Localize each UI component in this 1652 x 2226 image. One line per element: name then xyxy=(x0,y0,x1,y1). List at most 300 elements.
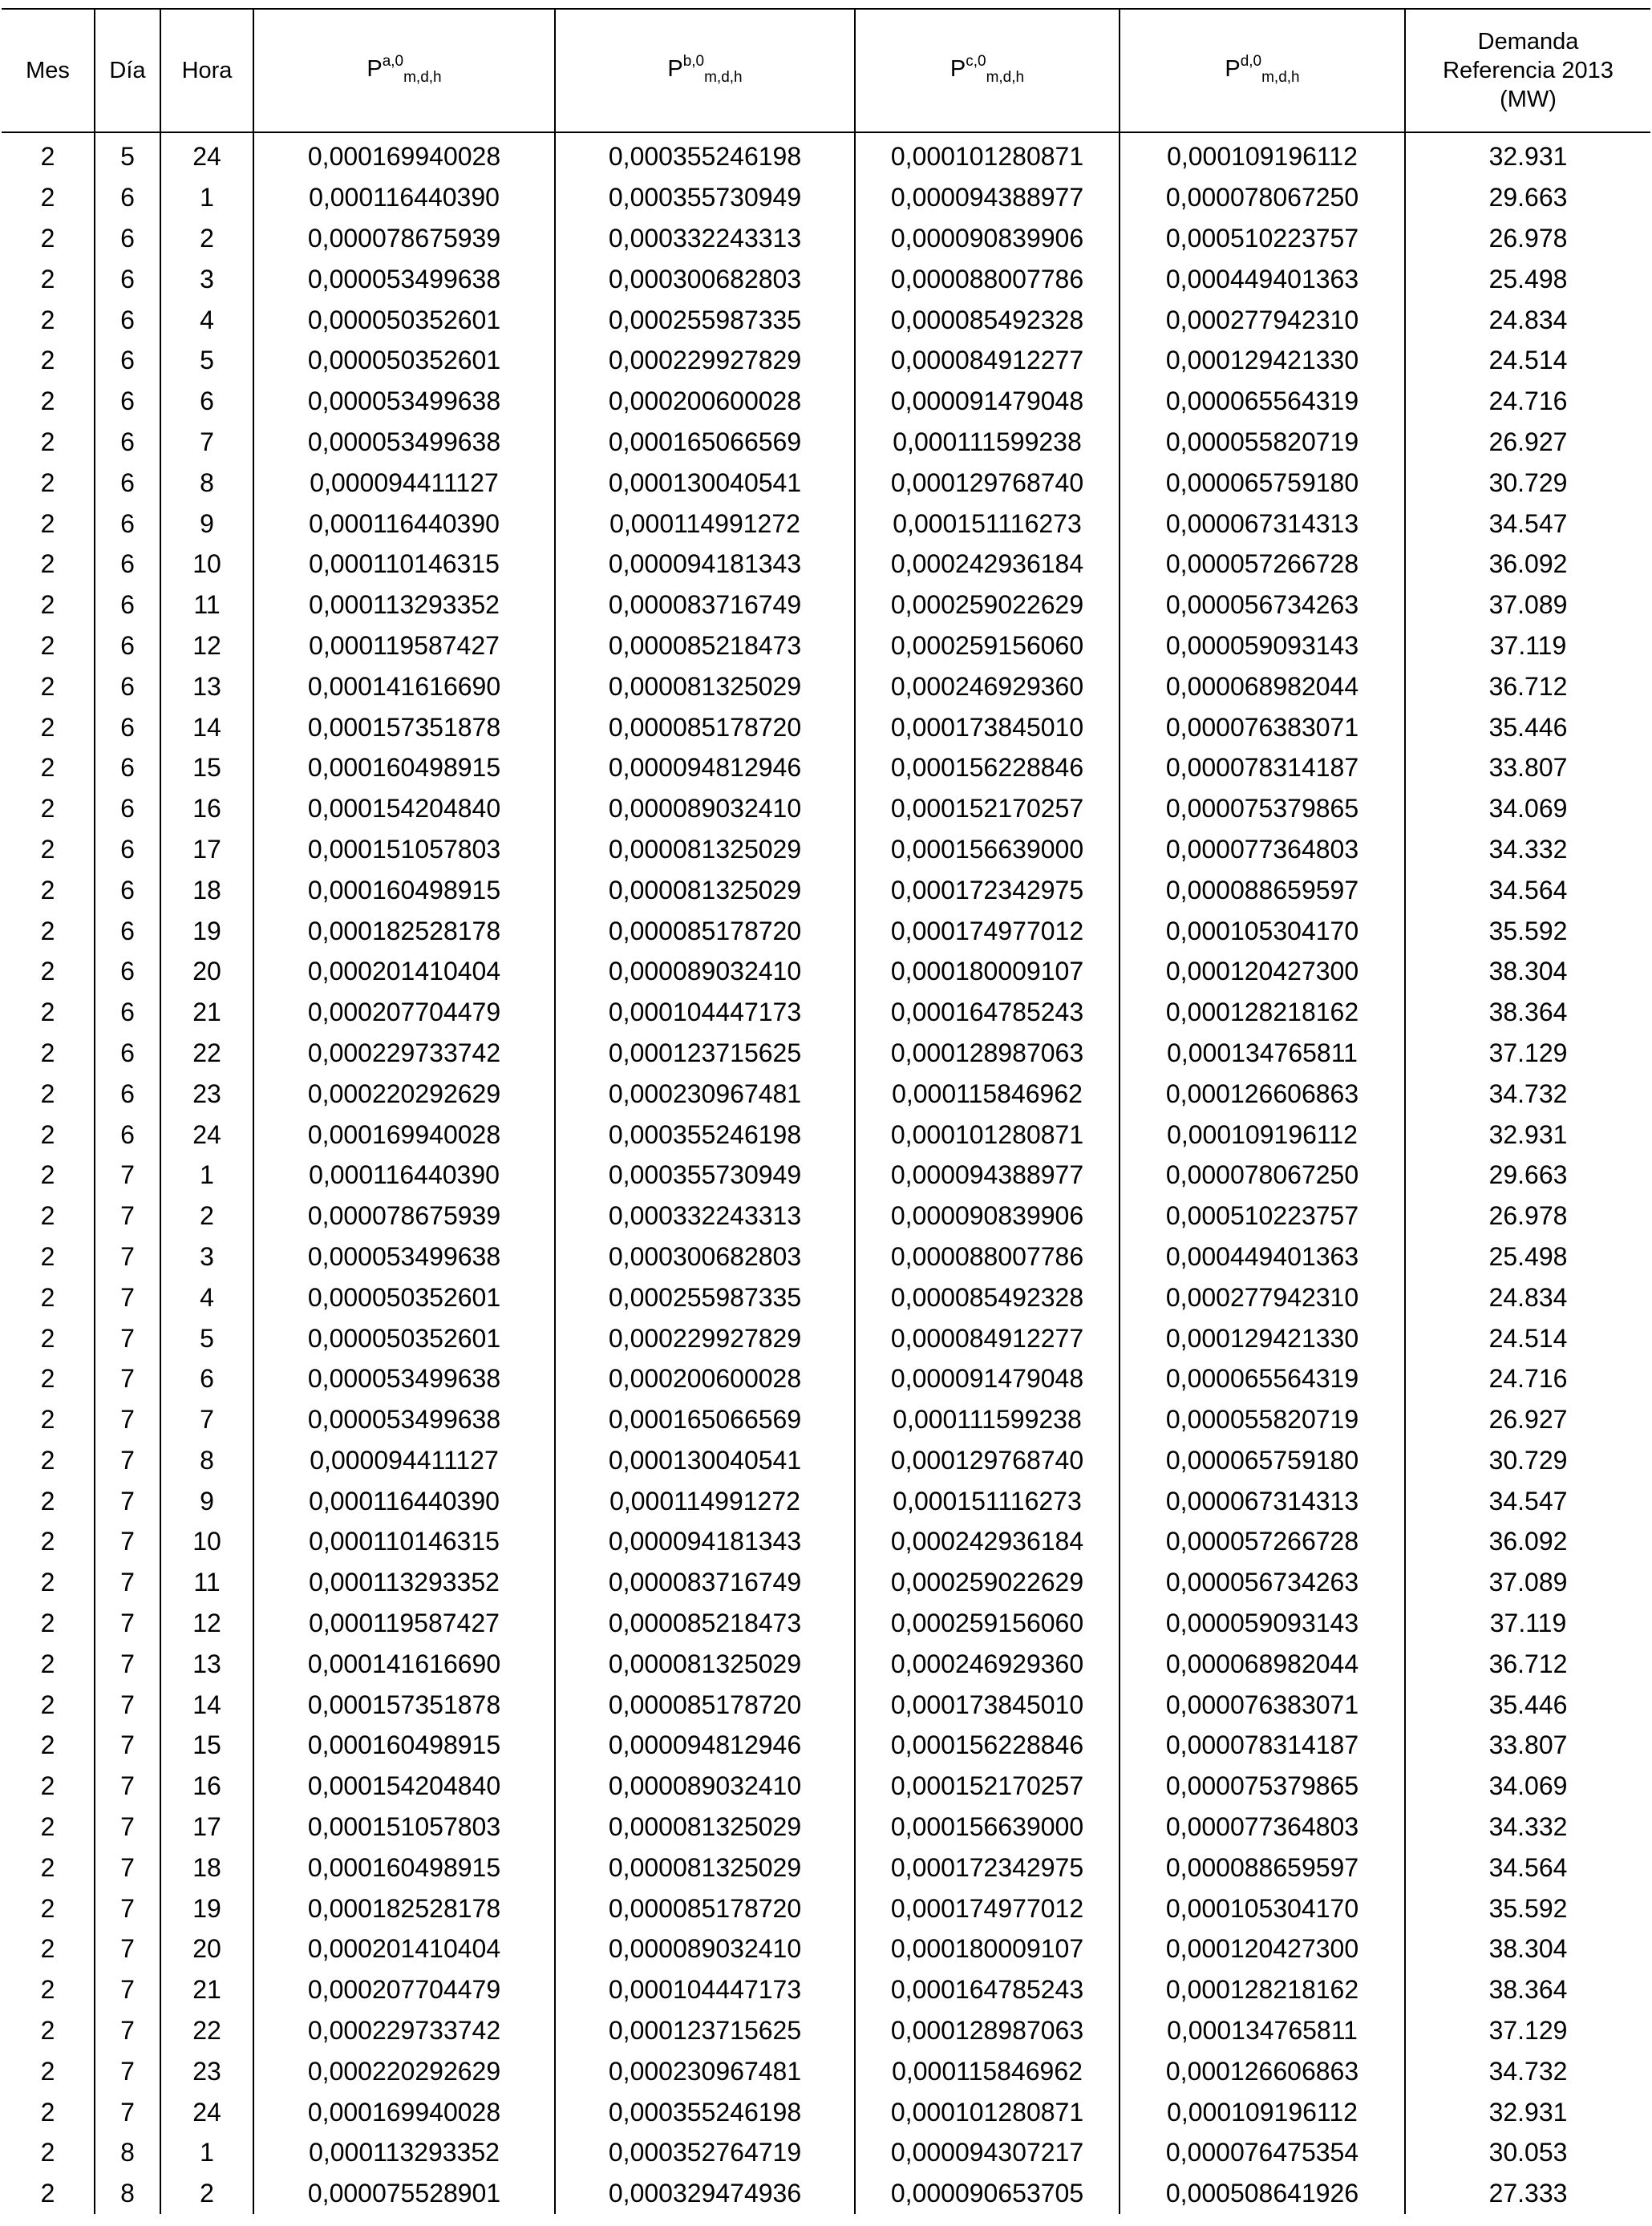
cell-pa: 0,000220292629 xyxy=(253,1073,555,1114)
cell-hora: 9 xyxy=(160,1480,253,1521)
cell-pc: 0,000173845010 xyxy=(855,706,1120,747)
cell-dia: 7 xyxy=(95,1684,160,1725)
cell-pb: 0,000355246198 xyxy=(555,132,855,177)
cell-pd: 0,000449401363 xyxy=(1120,258,1405,299)
cell-demanda: 38.304 xyxy=(1405,1929,1650,1969)
cell-mes: 2 xyxy=(40,712,55,742)
cell-pb: 0,000300682803 xyxy=(555,1236,855,1277)
cell-hora: 6 xyxy=(160,381,253,422)
cell-pc: 0,000084912277 xyxy=(855,1317,1120,1358)
cell-hora: 24 xyxy=(160,1114,253,1155)
cell-pa: 0,000116440390 xyxy=(253,177,555,218)
cell-pd: 0,000076383071 xyxy=(1120,1684,1405,1725)
cell-pc: 0,000156639000 xyxy=(855,829,1120,870)
cell-pa: 0,000113293352 xyxy=(253,1562,555,1603)
cell-dia: 6 xyxy=(95,747,160,788)
cell-pd: 0,000067314313 xyxy=(1120,1480,1405,1521)
cell-demanda: 34.564 xyxy=(1405,869,1650,910)
table-row xyxy=(2,1684,1650,1725)
cell-hora: 24 xyxy=(160,2091,253,2132)
cell-mes: 2 xyxy=(40,1405,55,1435)
cell-pc: 0,000115846962 xyxy=(855,2050,1120,2091)
header-pc xyxy=(855,9,1120,132)
cell-pc: 0,000101280871 xyxy=(855,2091,1120,2132)
cell-hora: 3 xyxy=(160,1236,253,1277)
cell-dia: 7 xyxy=(95,1399,160,1440)
cell-dia: 7 xyxy=(95,1929,160,1969)
cell-pc: 0,000156228846 xyxy=(855,747,1120,788)
table-row xyxy=(2,1807,1650,1848)
cell-pc: 0,000172342975 xyxy=(855,1847,1120,1888)
cell-pa: 0,000110146315 xyxy=(253,1521,555,1562)
cell-pa: 0,000094411127 xyxy=(253,462,555,503)
cell-demanda: 29.663 xyxy=(1405,177,1650,218)
cell-pb: 0,000104447173 xyxy=(555,1969,855,2010)
header-pa-base: P xyxy=(366,56,383,82)
cell-pa: 0,000169940028 xyxy=(253,1114,555,1155)
cell-pc: 0,000242936184 xyxy=(855,544,1120,585)
cell-hora: 1 xyxy=(160,1155,253,1196)
cell-hora: 14 xyxy=(160,706,253,747)
cell-pb: 0,000329474936 xyxy=(555,2173,855,2214)
table-row xyxy=(2,422,1650,463)
cell-dia: 6 xyxy=(95,503,160,544)
cell-demanda: 25.498 xyxy=(1405,1236,1650,1277)
cell-pc: 0,000164785243 xyxy=(855,992,1120,1033)
cell-pa: 0,000053499638 xyxy=(253,381,555,422)
cell-hora: 17 xyxy=(160,1807,253,1848)
cell-mes: 2 xyxy=(40,508,55,538)
cell-pa: 0,000075528901 xyxy=(253,2173,555,2214)
cell-pd: 0,000065564319 xyxy=(1120,381,1405,422)
cell-demanda: 26.927 xyxy=(1405,1399,1650,1440)
cell-demanda: 35.592 xyxy=(1405,1888,1650,1929)
cell-demanda: 37.119 xyxy=(1405,1603,1650,1644)
cell-mes: 2 xyxy=(40,1445,55,1475)
cell-pc: 0,000090839906 xyxy=(855,218,1120,259)
cell-demanda: 35.592 xyxy=(1405,910,1650,951)
cell-pc: 0,000173845010 xyxy=(855,1684,1120,1725)
cell-hora: 12 xyxy=(160,625,253,666)
cell-mes: 2 xyxy=(40,1241,55,1271)
cell-pb: 0,000089032410 xyxy=(555,788,855,829)
cell-pa: 0,000078675939 xyxy=(253,1196,555,1236)
cell-pc: 0,000101280871 xyxy=(855,1114,1120,1155)
cell-dia: 7 xyxy=(95,1521,160,1562)
cell-pa: 0,000141616690 xyxy=(253,666,555,706)
cell-demanda: 34.069 xyxy=(1405,1766,1650,1807)
cell-pc: 0,000164785243 xyxy=(855,1969,1120,2010)
cell-hora: 6 xyxy=(160,1358,253,1399)
cell-demanda: 34.564 xyxy=(1405,1847,1650,1888)
cell-dia: 7 xyxy=(95,1440,160,1481)
cell-hora: 11 xyxy=(160,585,253,625)
cell-hora: 8 xyxy=(160,462,253,503)
cell-pa: 0,000053499638 xyxy=(253,1358,555,1399)
cell-pa: 0,000119587427 xyxy=(253,1603,555,1644)
cell-mes: 2 xyxy=(40,387,55,416)
table-row xyxy=(2,910,1650,951)
table-row xyxy=(2,788,1650,829)
cell-pa: 0,000078675939 xyxy=(253,218,555,259)
table-row xyxy=(2,585,1650,625)
cell-dia: 7 xyxy=(95,1317,160,1358)
cell-mes: 2 xyxy=(40,671,55,701)
cell-pb: 0,000085178720 xyxy=(555,1888,855,1929)
table-row xyxy=(2,132,1650,177)
cell-dia: 6 xyxy=(95,869,160,910)
table-row xyxy=(2,503,1650,544)
cell-mes: 2 xyxy=(40,1119,55,1149)
cell-dia: 8 xyxy=(95,2173,160,2214)
table-row xyxy=(2,1603,1650,1644)
header-mes: Mes xyxy=(2,9,95,132)
cell-hora: 7 xyxy=(160,422,253,463)
cell-pd: 0,000510223757 xyxy=(1120,1196,1405,1236)
cell-pc: 0,000090653705 xyxy=(855,2173,1120,2214)
cell-pd: 0,000277942310 xyxy=(1120,1277,1405,1317)
cell-hora: 3 xyxy=(160,258,253,299)
cell-hora: 2 xyxy=(160,218,253,259)
cell-mes: 2 xyxy=(40,2138,55,2167)
cell-pb: 0,000300682803 xyxy=(555,258,855,299)
header-pc-sub: m,d,h xyxy=(986,69,1025,86)
table-row xyxy=(2,1196,1650,1236)
cell-pd: 0,000077364803 xyxy=(1120,829,1405,870)
cell-pb: 0,000104447173 xyxy=(555,992,855,1033)
table-row xyxy=(2,1847,1650,1888)
cell-pd: 0,000105304170 xyxy=(1120,1888,1405,1929)
cell-mes: 2 xyxy=(40,1690,55,1719)
cell-pa: 0,000207704479 xyxy=(253,992,555,1033)
cell-dia: 6 xyxy=(95,788,160,829)
cell-dia: 6 xyxy=(95,1073,160,1114)
cell-demanda: 24.514 xyxy=(1405,340,1650,381)
cell-mes: 2 xyxy=(40,957,55,986)
cell-mes: 2 xyxy=(40,1609,55,1638)
cell-mes: 2 xyxy=(40,427,55,456)
cell-pd: 0,000134765811 xyxy=(1120,1033,1405,1074)
cell-pd: 0,000126606863 xyxy=(1120,1073,1405,1114)
cell-pa: 0,000141616690 xyxy=(253,1643,555,1684)
cell-pc: 0,000180009107 xyxy=(855,951,1120,992)
cell-pd: 0,000057266728 xyxy=(1120,544,1405,585)
cell-pb: 0,000085218473 xyxy=(555,1603,855,1644)
cell-pd: 0,000510223757 xyxy=(1120,218,1405,259)
cell-hora: 24 xyxy=(160,132,253,177)
cell-hora: 5 xyxy=(160,340,253,381)
cell-pd: 0,000065759180 xyxy=(1120,1440,1405,1481)
cell-dia: 6 xyxy=(95,910,160,951)
cell-pa: 0,000053499638 xyxy=(253,1399,555,1440)
cell-mes: 2 xyxy=(40,834,55,864)
cell-dia: 7 xyxy=(95,1969,160,2010)
table-row xyxy=(2,1236,1650,1277)
cell-pc: 0,000094388977 xyxy=(855,1155,1120,1196)
cell-pd: 0,000077364803 xyxy=(1120,1807,1405,1848)
cell-dia: 6 xyxy=(95,381,160,422)
cell-pa: 0,000201410404 xyxy=(253,951,555,992)
cell-mes: 2 xyxy=(40,2016,55,2046)
cell-pb: 0,000085218473 xyxy=(555,625,855,666)
cell-pd: 0,000076475354 xyxy=(1120,2132,1405,2173)
table-row xyxy=(2,1440,1650,1481)
cell-pd: 0,000059093143 xyxy=(1120,1603,1405,1644)
cell-pb: 0,000083716749 xyxy=(555,585,855,625)
cell-demanda: 38.304 xyxy=(1405,951,1650,992)
cell-demanda: 25.498 xyxy=(1405,258,1650,299)
cell-hora: 23 xyxy=(160,2050,253,2091)
cell-pa: 0,000169940028 xyxy=(253,2091,555,2132)
cell-demanda: 24.514 xyxy=(1405,1317,1650,1358)
table-row xyxy=(2,544,1650,585)
cell-pb: 0,000352764719 xyxy=(555,2132,855,2173)
cell-pb: 0,000332243313 xyxy=(555,218,855,259)
cell-dia: 7 xyxy=(95,1847,160,1888)
cell-mes: 2 xyxy=(40,2056,55,2086)
cell-pd: 0,000129421330 xyxy=(1120,1317,1405,1358)
cell-hora: 2 xyxy=(160,1196,253,1236)
cell-pd: 0,000088659597 xyxy=(1120,1847,1405,1888)
table-row xyxy=(2,1114,1650,1155)
cell-dia: 6 xyxy=(95,992,160,1033)
cell-hora: 15 xyxy=(160,1725,253,1766)
cell-pa: 0,000094411127 xyxy=(253,1440,555,1481)
cell-hora: 12 xyxy=(160,1603,253,1644)
cell-dia: 7 xyxy=(95,1236,160,1277)
cell-pc: 0,000156639000 xyxy=(855,1807,1120,1848)
cell-pb: 0,000255987335 xyxy=(555,299,855,340)
cell-demanda: 26.927 xyxy=(1405,422,1650,463)
cell-demanda: 36.092 xyxy=(1405,1521,1650,1562)
cell-pc: 0,000156228846 xyxy=(855,1725,1120,1766)
cell-pb: 0,000123715625 xyxy=(555,2010,855,2051)
cell-demanda: 24.716 xyxy=(1405,381,1650,422)
cell-hora: 13 xyxy=(160,666,253,706)
cell-hora: 11 xyxy=(160,1562,253,1603)
cell-pa: 0,000151057803 xyxy=(253,1807,555,1848)
cell-mes: 2 xyxy=(40,916,55,945)
table-row xyxy=(2,381,1650,422)
cell-pb: 0,000089032410 xyxy=(555,951,855,992)
table-row xyxy=(2,1725,1650,1766)
cell-mes: 2 xyxy=(40,1852,55,1882)
cell-demanda: 35.446 xyxy=(1405,706,1650,747)
table-row xyxy=(2,2091,1650,2132)
cell-dia: 6 xyxy=(95,422,160,463)
cell-pd: 0,000128218162 xyxy=(1120,1969,1405,2010)
cell-pa: 0,000160498915 xyxy=(253,747,555,788)
cell-pd: 0,000057266728 xyxy=(1120,1521,1405,1562)
table-row xyxy=(2,829,1650,870)
table-row xyxy=(2,869,1650,910)
cell-hora: 2 xyxy=(160,2173,253,2214)
cell-pb: 0,000355730949 xyxy=(555,1155,855,1196)
cell-mes: 2 xyxy=(40,1079,55,1108)
cell-pb: 0,000094181343 xyxy=(555,1521,855,1562)
cell-pb: 0,000355730949 xyxy=(555,177,855,218)
cell-pd: 0,000065564319 xyxy=(1120,1358,1405,1399)
cell-demanda: 38.364 xyxy=(1405,992,1650,1033)
cell-demanda: 32.931 xyxy=(1405,2091,1650,2132)
cell-pd: 0,000508641926 xyxy=(1120,2173,1405,2214)
cell-hora: 19 xyxy=(160,1888,253,1929)
table-row xyxy=(2,1033,1650,1074)
cell-pd: 0,000075379865 xyxy=(1120,788,1405,829)
cell-pc: 0,000129768740 xyxy=(855,462,1120,503)
table-row xyxy=(2,299,1650,340)
header-demanda-line3: (MW) xyxy=(1500,87,1557,112)
cell-pd: 0,000078067250 xyxy=(1120,1155,1405,1196)
cell-mes: 2 xyxy=(40,1160,55,1190)
cell-pc: 0,000084912277 xyxy=(855,340,1120,381)
cell-pa: 0,000050352601 xyxy=(253,299,555,340)
cell-hora: 4 xyxy=(160,299,253,340)
cell-mes: 2 xyxy=(40,630,55,660)
table-row xyxy=(2,625,1650,666)
cell-dia: 7 xyxy=(95,1725,160,1766)
cell-pb: 0,000123715625 xyxy=(555,1033,855,1074)
cell-dia: 6 xyxy=(95,544,160,585)
cell-dia: 6 xyxy=(95,666,160,706)
cell-hora: 8 xyxy=(160,1440,253,1481)
table-row xyxy=(2,2132,1650,2173)
cell-pb: 0,000230967481 xyxy=(555,1073,855,1114)
cell-pb: 0,000085178720 xyxy=(555,1684,855,1725)
cell-pb: 0,000089032410 xyxy=(555,1929,855,1969)
cell-pb: 0,000130040541 xyxy=(555,1440,855,1481)
cell-mes: 2 xyxy=(40,1323,55,1353)
cell-pb: 0,000114991272 xyxy=(555,503,855,544)
cell-pa: 0,000110146315 xyxy=(253,544,555,585)
cell-hora: 4 xyxy=(160,1277,253,1317)
header-demanda-line1: Demanda xyxy=(1477,29,1579,55)
cell-pc: 0,000091479048 xyxy=(855,1358,1120,1399)
header-row xyxy=(2,9,1650,132)
cell-dia: 6 xyxy=(95,258,160,299)
cell-pb: 0,000355246198 xyxy=(555,2091,855,2132)
cell-hora: 18 xyxy=(160,1847,253,1888)
header-pa xyxy=(253,9,555,132)
cell-pb: 0,000255987335 xyxy=(555,1277,855,1317)
cell-pd: 0,000056734263 xyxy=(1120,585,1405,625)
cell-demanda: 36.712 xyxy=(1405,666,1650,706)
table-row xyxy=(2,1562,1650,1603)
cell-hora: 21 xyxy=(160,1969,253,2010)
header-pc-sup: c,0 xyxy=(966,53,986,70)
table-row xyxy=(2,2010,1650,2051)
cell-pa: 0,000053499638 xyxy=(253,258,555,299)
cell-mes: 2 xyxy=(40,1364,55,1394)
cell-pa: 0,000154204840 xyxy=(253,1766,555,1807)
header-pc-base: P xyxy=(949,56,966,82)
cell-demanda: 32.931 xyxy=(1405,132,1650,177)
cell-pd: 0,000109196112 xyxy=(1120,1114,1405,1155)
cell-demanda: 37.119 xyxy=(1405,625,1650,666)
cell-pc: 0,000259156060 xyxy=(855,625,1120,666)
cell-mes: 2 xyxy=(40,794,55,824)
cell-demanda: 38.364 xyxy=(1405,1969,1650,2010)
cell-pd: 0,000068982044 xyxy=(1120,666,1405,706)
cell-pb: 0,000085178720 xyxy=(555,910,855,951)
cell-pa: 0,000119587427 xyxy=(253,625,555,666)
cell-demanda: 24.716 xyxy=(1405,1358,1650,1399)
header-pa-sub: m,d,h xyxy=(403,69,442,86)
cell-pd: 0,000126606863 xyxy=(1120,2050,1405,2091)
cell-dia: 6 xyxy=(95,829,160,870)
cell-pa: 0,000229733742 xyxy=(253,1033,555,1074)
cell-pb: 0,000081325029 xyxy=(555,1643,855,1684)
cell-pa: 0,000113293352 xyxy=(253,585,555,625)
cell-pb: 0,000165066569 xyxy=(555,1399,855,1440)
cell-pa: 0,000157351878 xyxy=(253,706,555,747)
cell-dia: 7 xyxy=(95,1480,160,1521)
cell-pd: 0,000109196112 xyxy=(1120,2091,1405,2132)
cell-pa: 0,000154204840 xyxy=(253,788,555,829)
cell-mes: 2 xyxy=(40,875,55,905)
cell-mes: 2 xyxy=(40,346,55,375)
cell-pc: 0,000246929360 xyxy=(855,666,1120,706)
cell-pc: 0,000090839906 xyxy=(855,1196,1120,1236)
cell-pc: 0,000111599238 xyxy=(855,1399,1120,1440)
cell-mes: 2 xyxy=(40,1568,55,1597)
cell-mes: 2 xyxy=(40,998,55,1027)
cell-demanda: 34.732 xyxy=(1405,2050,1650,2091)
cell-demanda: 30.729 xyxy=(1405,1440,1650,1481)
cell-mes: 2 xyxy=(40,1649,55,1678)
cell-mes: 2 xyxy=(40,183,55,212)
cell-demanda: 34.332 xyxy=(1405,829,1650,870)
cell-hora: 16 xyxy=(160,1766,253,1807)
cell-dia: 7 xyxy=(95,2050,160,2091)
cell-demanda: 37.089 xyxy=(1405,1562,1650,1603)
cell-hora: 9 xyxy=(160,503,253,544)
demand-profile-table xyxy=(2,8,1650,2214)
cell-dia: 6 xyxy=(95,585,160,625)
cell-demanda: 33.807 xyxy=(1405,1725,1650,1766)
table-row xyxy=(2,1643,1650,1684)
cell-mes: 2 xyxy=(40,1934,55,1964)
cell-dia: 5 xyxy=(95,132,160,177)
table-row xyxy=(2,666,1650,706)
table-row xyxy=(2,2050,1650,2091)
cell-demanda: 37.129 xyxy=(1405,2010,1650,2051)
cell-pb: 0,000130040541 xyxy=(555,462,855,503)
cell-dia: 6 xyxy=(95,340,160,381)
cell-hora: 17 xyxy=(160,829,253,870)
cell-pc: 0,000101280871 xyxy=(855,132,1120,177)
cell-pa: 0,000053499638 xyxy=(253,422,555,463)
cell-pb: 0,000200600028 xyxy=(555,1358,855,1399)
cell-mes: 2 xyxy=(40,1038,55,1067)
cell-hora: 10 xyxy=(160,1521,253,1562)
cell-dia: 6 xyxy=(95,462,160,503)
cell-pc: 0,000151116273 xyxy=(855,503,1120,544)
cell-demanda: 33.807 xyxy=(1405,747,1650,788)
cell-pb: 0,000355246198 xyxy=(555,1114,855,1155)
cell-hora: 22 xyxy=(160,2010,253,2051)
cell-hora: 1 xyxy=(160,177,253,218)
cell-demanda: 30.729 xyxy=(1405,462,1650,503)
cell-pd: 0,000449401363 xyxy=(1120,1236,1405,1277)
cell-mes: 2 xyxy=(40,264,55,293)
cell-pd: 0,000065759180 xyxy=(1120,462,1405,503)
cell-pa: 0,000169940028 xyxy=(253,132,555,177)
cell-pc: 0,000094388977 xyxy=(855,177,1120,218)
cell-dia: 7 xyxy=(95,1766,160,1807)
header-pd-base: P xyxy=(1225,56,1241,82)
table-row xyxy=(2,747,1650,788)
